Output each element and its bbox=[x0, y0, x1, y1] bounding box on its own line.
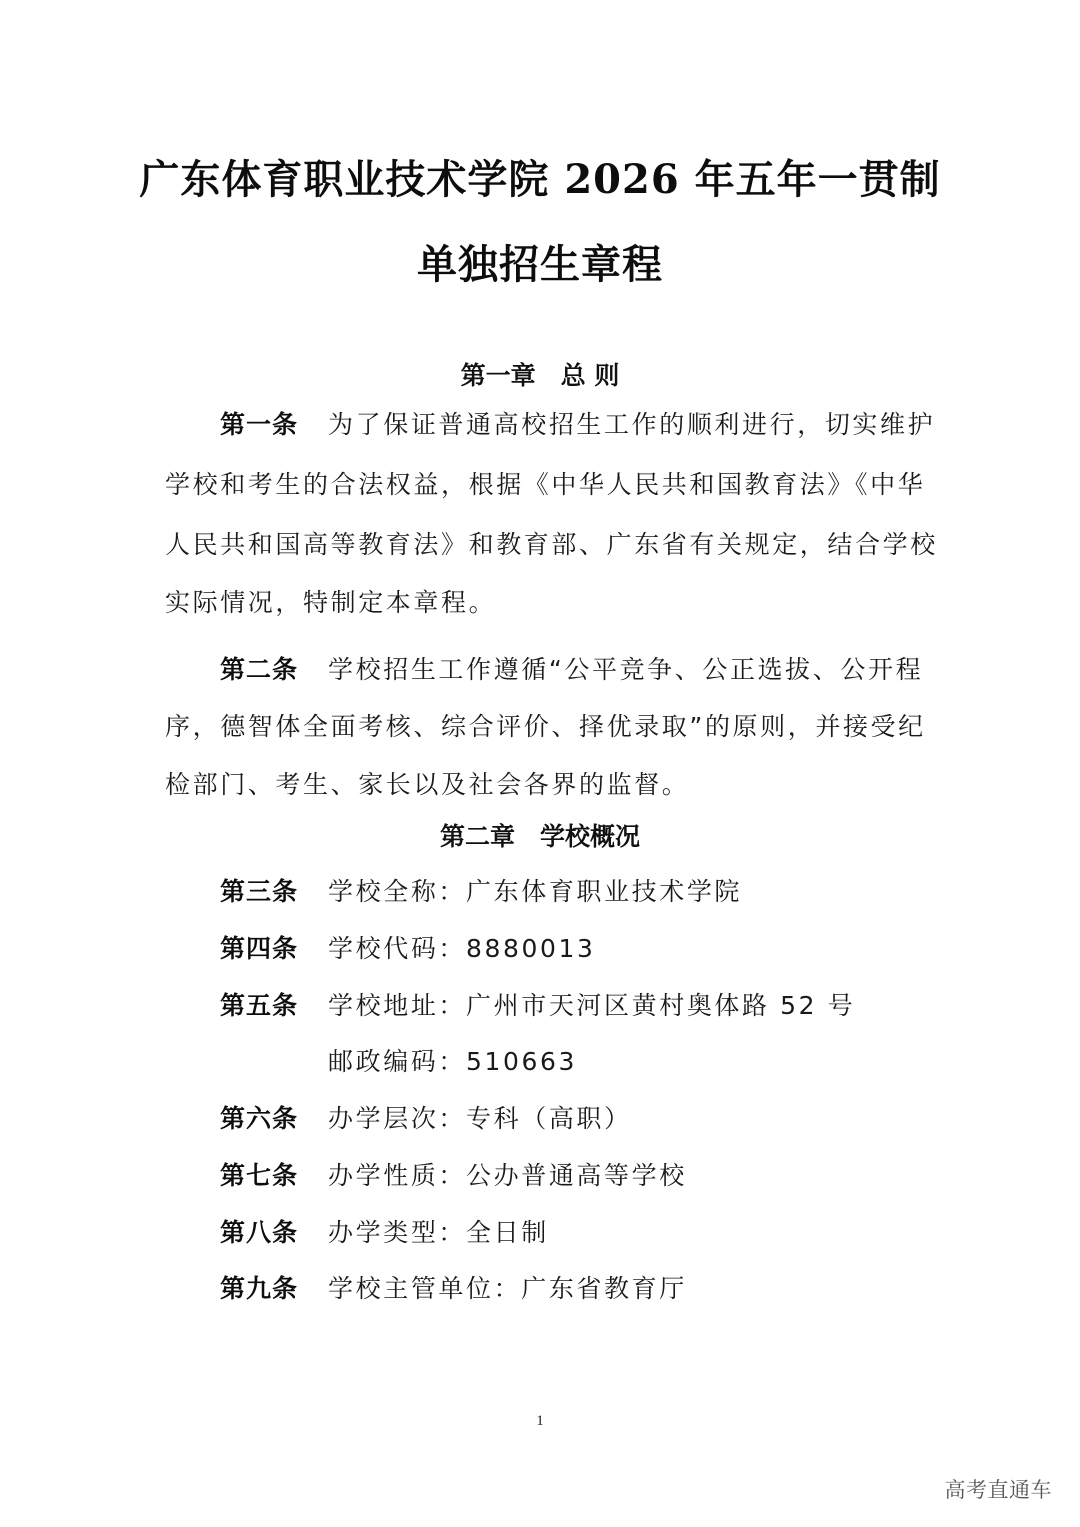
chapter-2-heading: 第二章 学校概况 bbox=[439, 822, 640, 851]
article-7 bbox=[220, 1161, 970, 1191]
article-label: 第五条 bbox=[220, 991, 299, 1020]
article-6 bbox=[220, 1104, 970, 1134]
article-text: 学校代码：8880013 bbox=[328, 934, 596, 963]
article-1-line-1 bbox=[220, 410, 970, 440]
article-label: 第八条 bbox=[220, 1218, 299, 1247]
article-2-line-1 bbox=[220, 655, 970, 685]
watermark: 高考直通车 bbox=[944, 1478, 1052, 1502]
article-5-postal-code: 邮政编码：510663 bbox=[328, 1047, 578, 1076]
article-2-line-2: 序，德智体全面考核、综合评价、择优录取”的原则，并接受纪 bbox=[165, 712, 926, 741]
article-1-line-2: 学校和考生的合法权益，根据《中华人民共和国教育法》《中华 bbox=[165, 470, 926, 499]
article-text: 办学层次：专科（高职） bbox=[328, 1104, 632, 1133]
document-title-line-1: 广东体育职业技术学院 2026 年五年一贯制 bbox=[139, 156, 941, 203]
article-label: 第一条 bbox=[220, 410, 299, 439]
article-3 bbox=[220, 877, 970, 907]
article-text: 学校主管单位：广东省教育厅 bbox=[328, 1274, 687, 1303]
article-label: 第七条 bbox=[220, 1161, 299, 1190]
article-label: 第三条 bbox=[220, 877, 299, 906]
article-text: 办学类型：全日制 bbox=[328, 1218, 549, 1247]
article-4 bbox=[220, 934, 970, 964]
article-text: 学校地址：广州市天河区黄村奥体路 52 号 bbox=[328, 991, 856, 1020]
article-label: 第九条 bbox=[220, 1274, 299, 1303]
chapter-1-heading: 第一章 总 则 bbox=[460, 361, 620, 390]
article-1-line-3: 人民共和国高等教育法》和教育部、广东省有关规定，结合学校 bbox=[165, 530, 938, 559]
article-5 bbox=[220, 991, 970, 1021]
article-text: 办学性质：公办普通高等学校 bbox=[328, 1161, 687, 1190]
article-label: 第二条 bbox=[220, 655, 299, 684]
page-number: 1 bbox=[536, 1413, 544, 1429]
article-2-line-3: 检部门、考生、家长以及社会各界的监督。 bbox=[165, 770, 690, 799]
article-text: 学校全称：广东体育职业技术学院 bbox=[328, 877, 743, 906]
article-label: 第六条 bbox=[220, 1104, 299, 1133]
article-9 bbox=[220, 1274, 970, 1304]
article-8 bbox=[220, 1218, 970, 1248]
article-label: 第四条 bbox=[220, 934, 299, 963]
article-text: 学校招生工作遵循“公平竞争、公正选拔、公开程 bbox=[328, 655, 924, 684]
document-title-line-2: 单独招生章程 bbox=[417, 241, 663, 288]
article-1-line-4: 实际情况，特制定本章程。 bbox=[165, 588, 497, 617]
article-text: 为了保证普通高校招生工作的顺利进行，切实维护 bbox=[328, 410, 936, 439]
